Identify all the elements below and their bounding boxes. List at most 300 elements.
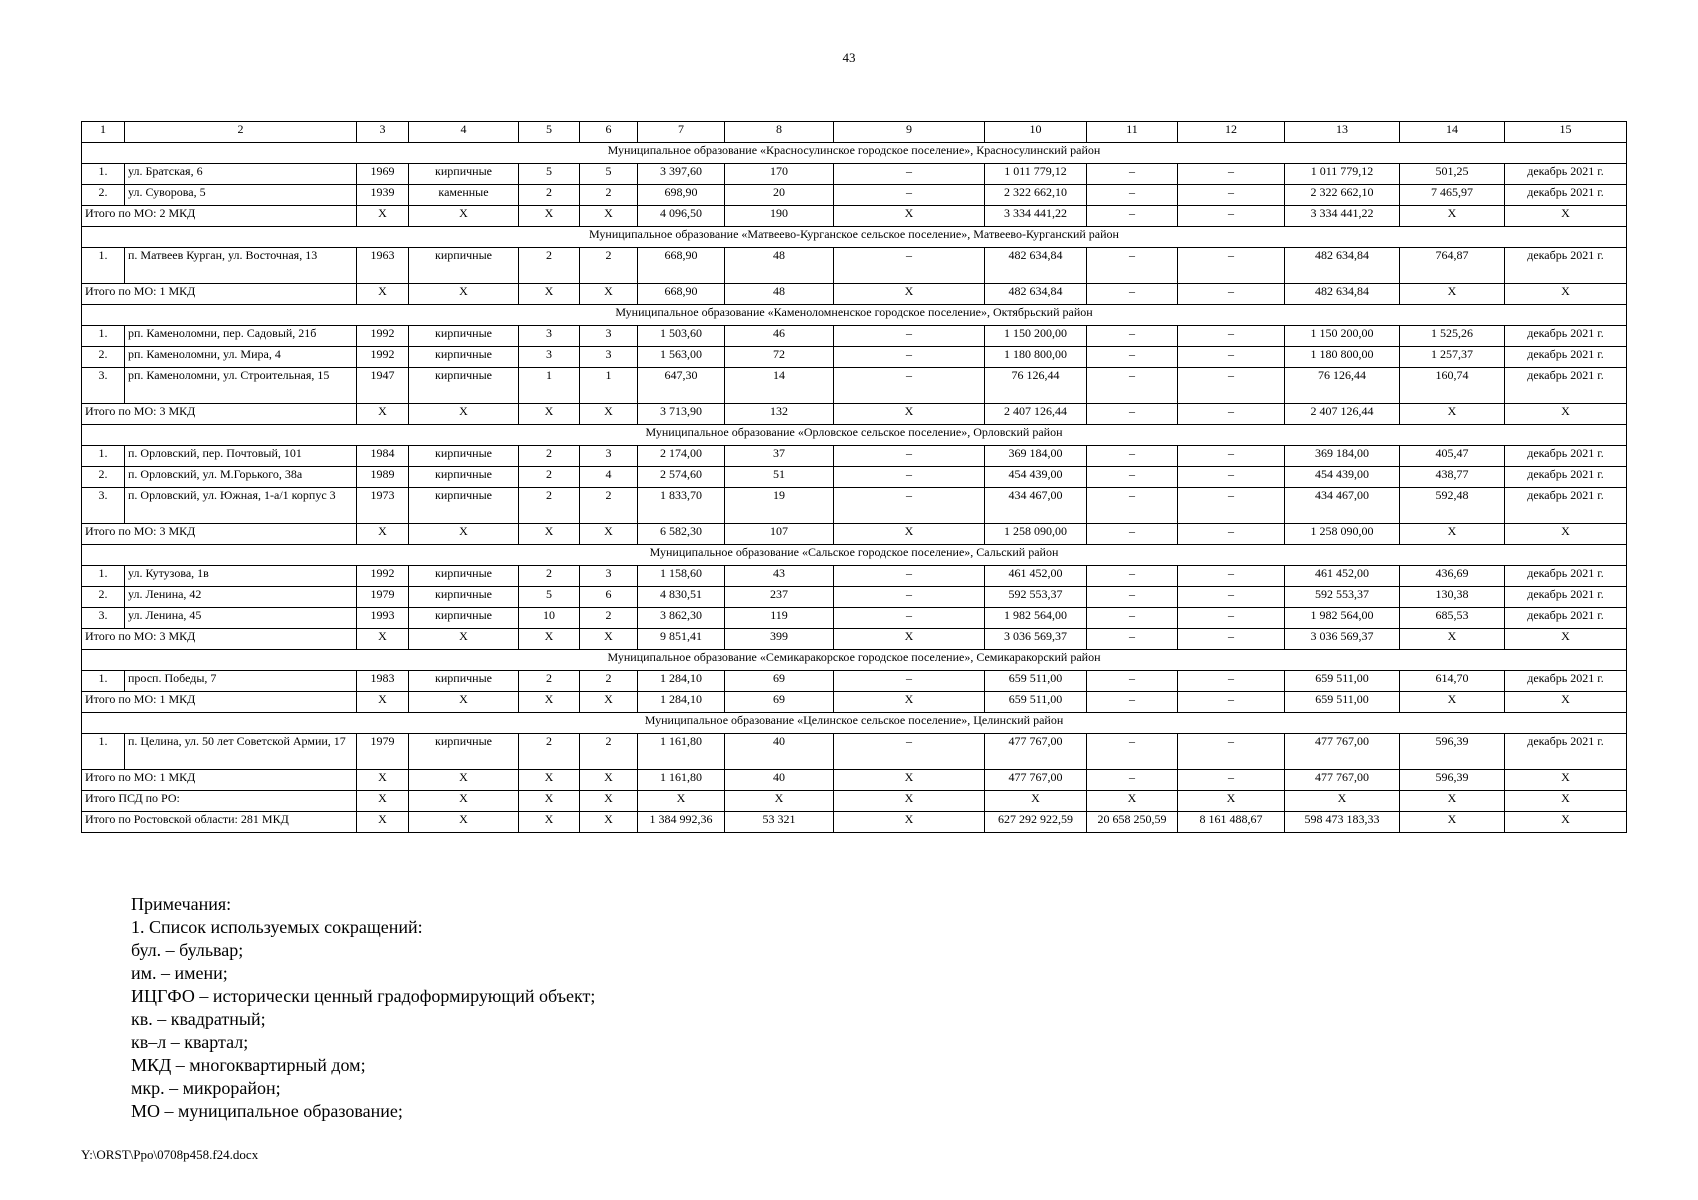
table-cell: – <box>1087 368 1178 404</box>
table-cell: 1. <box>82 164 125 185</box>
table-cell: – <box>1087 671 1178 692</box>
table-cell: 454 439,00 <box>1285 467 1400 488</box>
table-cell: 668,90 <box>638 248 725 284</box>
table-cell: 3 <box>580 347 638 368</box>
table-cell: 1992 <box>357 566 409 587</box>
municipality-title: Муниципальное образование «Орловское сельское поселение», Орловский район <box>82 425 1627 446</box>
table-cell: – <box>1178 164 1285 185</box>
table-cell: – <box>1178 671 1285 692</box>
section-header-row <box>82 143 1627 164</box>
table-cell: X <box>580 692 638 713</box>
table-cell: кирпичные <box>409 671 519 692</box>
table-cell: кирпичные <box>409 446 519 467</box>
column-number-header: 12 <box>1178 122 1285 143</box>
address-cell: п. Орловский, ул. Южная, 1-а/1 корпус 3 <box>125 488 357 524</box>
address-cell: ул. Ленина, 45 <box>125 608 357 629</box>
table-cell: X <box>834 524 985 545</box>
table-cell: X <box>580 524 638 545</box>
table-cell: X <box>357 206 409 227</box>
table-row <box>82 248 1627 284</box>
table-cell: – <box>1178 608 1285 629</box>
table-cell: – <box>1178 770 1285 791</box>
table-cell: 3 <box>580 326 638 347</box>
table-row <box>82 347 1627 368</box>
note-line: 1. Список используемых сокращений: <box>131 917 423 937</box>
table-cell: – <box>834 467 985 488</box>
table-cell: кирпичные <box>409 488 519 524</box>
note-line: бул. – бульвар; <box>131 940 244 960</box>
table-cell: 40 <box>725 770 834 791</box>
table-cell: – <box>1087 164 1178 185</box>
table-cell: – <box>1178 347 1285 368</box>
table-cell: – <box>1087 248 1178 284</box>
table-cell: 2 <box>519 734 580 770</box>
table-cell: – <box>834 446 985 467</box>
total-row <box>82 791 1627 812</box>
table-cell: – <box>1178 524 1285 545</box>
table-cell: 53 321 <box>725 812 834 833</box>
table-cell: – <box>1087 524 1178 545</box>
table-cell: 668,90 <box>638 284 725 305</box>
table-cell: 8 161 488,67 <box>1178 812 1285 833</box>
table-row <box>82 587 1627 608</box>
footer-file-path: Y:\ORST\Ppo\0708p458.f24.docx <box>81 1147 259 1162</box>
table-cell: X <box>409 692 519 713</box>
note-line: Примечания: <box>131 894 232 914</box>
address-cell: ул. Суворова, 5 <box>125 185 357 206</box>
municipality-title: Муниципальное образование «Матвеево-Курганское сельское поселение», Матвеево-Курганский район <box>82 227 1627 248</box>
section-header-row <box>82 305 1627 326</box>
table-cell: 19 <box>725 488 834 524</box>
table-cell: – <box>1178 284 1285 305</box>
table-cell: 7 465,97 <box>1400 185 1505 206</box>
table-cell: 501,25 <box>1400 164 1505 185</box>
table-cell: X <box>834 404 985 425</box>
address-cell: ул. Кутузова, 1в <box>125 566 357 587</box>
address-cell: ул. Ленина, 42 <box>125 587 357 608</box>
table-cell: X <box>834 284 985 305</box>
table-cell: 1 180 800,00 <box>1285 347 1400 368</box>
table-cell: кирпичные <box>409 326 519 347</box>
address-cell: п. Орловский, ул. М.Горького, 38а <box>125 467 357 488</box>
table-cell: X <box>1505 524 1627 545</box>
table-cell: X <box>519 692 580 713</box>
total-row <box>82 770 1627 791</box>
table-cell: каменные <box>409 185 519 206</box>
table-cell: – <box>1087 488 1178 524</box>
table-cell: 37 <box>725 446 834 467</box>
total-row <box>82 206 1627 227</box>
table-cell: – <box>1087 404 1178 425</box>
table-cell: 454 439,00 <box>985 467 1087 488</box>
table-cell: 659 511,00 <box>1285 692 1400 713</box>
table-cell: 107 <box>725 524 834 545</box>
section-header-row <box>82 227 1627 248</box>
table-cell: 477 767,00 <box>985 770 1087 791</box>
table-cell: 40 <box>725 734 834 770</box>
address-cell: п. Матвеев Курган, ул. Восточная, 13 <box>125 248 357 284</box>
table-cell: 6 <box>580 587 638 608</box>
table-cell: 2 <box>519 566 580 587</box>
table-row <box>82 488 1627 524</box>
table-cell: – <box>1178 446 1285 467</box>
table-cell: 3 <box>519 347 580 368</box>
table-cell: X <box>580 206 638 227</box>
table-cell: 647,30 <box>638 368 725 404</box>
table-cell: 2 407 126,44 <box>1285 404 1400 425</box>
table-cell: 2. <box>82 347 125 368</box>
table-cell: X <box>1400 524 1505 545</box>
table-cell: 3. <box>82 488 125 524</box>
table-cell: 5 <box>519 587 580 608</box>
table-cell: – <box>834 671 985 692</box>
table-row <box>82 446 1627 467</box>
table-cell: 1993 <box>357 608 409 629</box>
table-cell: декабрь 2021 г. <box>1505 467 1627 488</box>
column-number-header: 8 <box>725 122 834 143</box>
table-cell: 1 284,10 <box>638 671 725 692</box>
table-cell: 2 <box>580 608 638 629</box>
table-row <box>82 608 1627 629</box>
column-number-header: 10 <box>985 122 1087 143</box>
table-cell: X <box>1178 791 1285 812</box>
table-cell: 592 553,37 <box>1285 587 1400 608</box>
table-cell: 477 767,00 <box>985 734 1087 770</box>
table-cell: 596,39 <box>1400 734 1505 770</box>
table-cell: кирпичные <box>409 368 519 404</box>
table-cell: 659 511,00 <box>1285 671 1400 692</box>
table-cell: X <box>357 629 409 650</box>
table-cell: 76 126,44 <box>1285 368 1400 404</box>
total-label: Итого ПСД по РО: <box>82 791 357 812</box>
table-cell: – <box>1178 566 1285 587</box>
section-header-row <box>82 425 1627 446</box>
table-cell: – <box>1178 185 1285 206</box>
table-cell: декабрь 2021 г. <box>1505 566 1627 587</box>
table-cell: X <box>519 791 580 812</box>
table-cell: 698,90 <box>638 185 725 206</box>
table-cell: 1 384 992,36 <box>638 812 725 833</box>
table-cell: 69 <box>725 671 834 692</box>
table-cell: декабрь 2021 г. <box>1505 488 1627 524</box>
table-cell: X <box>519 284 580 305</box>
table-cell: 119 <box>725 608 834 629</box>
table-row <box>82 566 1627 587</box>
table-cell: X <box>357 404 409 425</box>
table-cell: 598 473 183,33 <box>1285 812 1400 833</box>
note-line: кв–л – квартал; <box>131 1032 249 1052</box>
total-row <box>82 284 1627 305</box>
table-cell: X <box>1087 791 1178 812</box>
column-number-header: 4 <box>409 122 519 143</box>
table-cell: X <box>357 770 409 791</box>
table-cell: 1 <box>519 368 580 404</box>
table-cell: – <box>1178 248 1285 284</box>
table-cell: – <box>1087 284 1178 305</box>
table-cell: 1 258 090,00 <box>985 524 1087 545</box>
table-row <box>82 671 1627 692</box>
table-cell: 3 <box>580 446 638 467</box>
table-cell: X <box>1400 812 1505 833</box>
table-cell: X <box>1505 629 1627 650</box>
table-cell: X <box>519 629 580 650</box>
table-cell: 1 150 200,00 <box>985 326 1087 347</box>
table-row <box>82 164 1627 185</box>
table-cell: 2 <box>519 488 580 524</box>
table-cell: 2 <box>580 734 638 770</box>
table-cell: – <box>834 248 985 284</box>
table-cell: X <box>834 791 985 812</box>
total-row <box>82 692 1627 713</box>
table-cell: 477 767,00 <box>1285 770 1400 791</box>
table-cell: 1. <box>82 671 125 692</box>
table-cell: 76 126,44 <box>985 368 1087 404</box>
municipality-title: Муниципальное образование «Целинское сельское поселение», Целинский район <box>82 713 1627 734</box>
total-row <box>82 812 1627 833</box>
table-cell: 3 036 569,37 <box>985 629 1087 650</box>
table-cell: X <box>834 692 985 713</box>
table-cell: 1984 <box>357 446 409 467</box>
address-cell: ул. Братская, 6 <box>125 164 357 185</box>
address-cell: рп. Каменоломни, ул. Мира, 4 <box>125 347 357 368</box>
table-cell: – <box>1178 629 1285 650</box>
table-cell: 461 452,00 <box>985 566 1087 587</box>
table-cell: 130,38 <box>1400 587 1505 608</box>
table-cell: 1. <box>82 566 125 587</box>
address-cell: п. Орловский, пер. Почтовый, 101 <box>125 446 357 467</box>
table-cell: – <box>1178 488 1285 524</box>
table-cell: X <box>580 629 638 650</box>
table-cell: 69 <box>725 692 834 713</box>
table-cell: 2. <box>82 185 125 206</box>
table-cell: X <box>519 524 580 545</box>
total-label: Итого по МО: 2 МКД <box>82 206 357 227</box>
table-cell: 2. <box>82 587 125 608</box>
section-header-row <box>82 650 1627 671</box>
table-cell: – <box>1178 734 1285 770</box>
table-cell: X <box>1505 284 1627 305</box>
table-cell: декабрь 2021 г. <box>1505 347 1627 368</box>
table-cell: X <box>1505 692 1627 713</box>
table-cell: 6 582,30 <box>638 524 725 545</box>
municipality-title: Муниципальное образование «Семикаракорское городское поселение», Семикаракорский район <box>82 650 1627 671</box>
table-cell: X <box>1400 206 1505 227</box>
table-cell: 2 322 662,10 <box>985 185 1087 206</box>
note-line: мкр. – микрорайон; <box>131 1078 281 1098</box>
table-cell: 2. <box>82 467 125 488</box>
table-cell: 1983 <box>357 671 409 692</box>
table-cell: 1969 <box>357 164 409 185</box>
table-cell: 596,39 <box>1400 770 1505 791</box>
table-cell: X <box>1400 404 1505 425</box>
table-cell: – <box>834 608 985 629</box>
table-cell: 1939 <box>357 185 409 206</box>
housing-repair-table <box>81 121 1627 833</box>
total-row <box>82 629 1627 650</box>
table-cell: – <box>1087 347 1178 368</box>
table-cell: кирпичные <box>409 467 519 488</box>
table-cell: – <box>834 368 985 404</box>
column-number-header: 11 <box>1087 122 1178 143</box>
table-cell: – <box>1087 446 1178 467</box>
table-cell: X <box>834 629 985 650</box>
table-cell: декабрь 2021 г. <box>1505 164 1627 185</box>
table-cell: 51 <box>725 467 834 488</box>
table-cell: 3. <box>82 368 125 404</box>
table-cell: 2 <box>580 185 638 206</box>
table-cell: 3 334 441,22 <box>985 206 1087 227</box>
table-cell: – <box>834 734 985 770</box>
page-number: 43 <box>842 50 856 65</box>
table-cell: 482 634,84 <box>985 284 1087 305</box>
table-cell: X <box>1505 404 1627 425</box>
table-cell: X <box>580 770 638 791</box>
table-cell: X <box>1505 791 1627 812</box>
table-cell: 482 634,84 <box>1285 248 1400 284</box>
table-cell: 399 <box>725 629 834 650</box>
table-cell: – <box>1178 467 1285 488</box>
table-cell: 1. <box>82 734 125 770</box>
table-cell: 132 <box>725 404 834 425</box>
table-cell: 1992 <box>357 326 409 347</box>
table-cell: 190 <box>725 206 834 227</box>
table-cell: 1 150 200,00 <box>1285 326 1400 347</box>
total-label: Итого по Ростовской области: 281 МКД <box>82 812 357 833</box>
table-cell: – <box>1087 206 1178 227</box>
table-cell: 160,74 <box>1400 368 1505 404</box>
address-cell: просп. Победы, 7 <box>125 671 357 692</box>
table-cell: 10 <box>519 608 580 629</box>
table-cell: 14 <box>725 368 834 404</box>
table-cell: 1 161,80 <box>638 734 725 770</box>
table-cell: кирпичные <box>409 734 519 770</box>
table-cell: 72 <box>725 347 834 368</box>
total-label: Итого по МО: 1 МКД <box>82 284 357 305</box>
table-cell: 2 <box>519 446 580 467</box>
table-cell: 2 <box>519 185 580 206</box>
table-cell: 1 982 564,00 <box>985 608 1087 629</box>
table-cell: X <box>834 770 985 791</box>
table-cell: 4 830,51 <box>638 587 725 608</box>
column-number-header: 1 <box>82 122 125 143</box>
table-cell: – <box>834 326 985 347</box>
column-number-header: 6 <box>580 122 638 143</box>
table-cell: – <box>1087 587 1178 608</box>
table-cell: 1. <box>82 326 125 347</box>
total-label: Итого по МО: 3 МКД <box>82 629 357 650</box>
table-cell: декабрь 2021 г. <box>1505 326 1627 347</box>
table-cell: X <box>519 770 580 791</box>
total-row <box>82 524 1627 545</box>
table-cell: 1 158,60 <box>638 566 725 587</box>
table-cell: X <box>834 206 985 227</box>
table-cell: X <box>1400 692 1505 713</box>
table-cell: 3 334 441,22 <box>1285 206 1400 227</box>
table-cell: декабрь 2021 г. <box>1505 734 1627 770</box>
total-label: Итого по МО: 1 МКД <box>82 692 357 713</box>
table-cell: 405,47 <box>1400 446 1505 467</box>
table-cell: X <box>357 284 409 305</box>
table-cell: 9 851,41 <box>638 629 725 650</box>
table-cell: 1 503,60 <box>638 326 725 347</box>
column-number-header: 2 <box>125 122 357 143</box>
table-cell: X <box>409 812 519 833</box>
table-cell: 1992 <box>357 347 409 368</box>
table-cell: 2 <box>580 248 638 284</box>
table-cell: X <box>580 812 638 833</box>
table-cell: 461 452,00 <box>1285 566 1400 587</box>
table-cell: – <box>834 566 985 587</box>
table-cell: 1 161,80 <box>638 770 725 791</box>
table-cell: 2 407 126,44 <box>985 404 1087 425</box>
table-cell: X <box>409 404 519 425</box>
table-cell: 2 574,60 <box>638 467 725 488</box>
table-cell: 237 <box>725 587 834 608</box>
column-number-header: 7 <box>638 122 725 143</box>
table-cell: 592,48 <box>1400 488 1505 524</box>
section-header-row <box>82 545 1627 566</box>
table-cell: – <box>834 185 985 206</box>
table-cell: 369 184,00 <box>985 446 1087 467</box>
table-cell: декабрь 2021 г. <box>1505 185 1627 206</box>
table-cell: X <box>985 791 1087 812</box>
table-cell: X <box>1505 206 1627 227</box>
table-cell: X <box>580 284 638 305</box>
table-cell: 48 <box>725 284 834 305</box>
note-line: ИЦГФО – исторически ценный градоформирующий объект; <box>131 986 596 1006</box>
table-cell: 20 658 250,59 <box>1087 812 1178 833</box>
table-cell: кирпичные <box>409 566 519 587</box>
table-cell: – <box>1087 326 1178 347</box>
table-cell: 5 <box>519 164 580 185</box>
table-cell: – <box>834 347 985 368</box>
table-cell: 1 284,10 <box>638 692 725 713</box>
table-cell: кирпичные <box>409 608 519 629</box>
table-cell: X <box>519 404 580 425</box>
table-cell: 659 511,00 <box>985 671 1087 692</box>
table-cell: 1973 <box>357 488 409 524</box>
table-cell: 1 563,00 <box>638 347 725 368</box>
table-cell: 482 634,84 <box>985 248 1087 284</box>
table-cell: 48 <box>725 248 834 284</box>
table-cell: – <box>1087 467 1178 488</box>
table-cell: 3 <box>519 326 580 347</box>
table-cell: – <box>1087 608 1178 629</box>
column-number-header: 5 <box>519 122 580 143</box>
table-row <box>82 368 1627 404</box>
table-cell: X <box>357 524 409 545</box>
table-cell: – <box>1087 566 1178 587</box>
address-cell: рп. Каменоломни, пер. Садовый, 21б <box>125 326 357 347</box>
table-cell: 1979 <box>357 587 409 608</box>
municipality-title: Муниципальное образование «Красносулинское городское поселение», Красносулинский район <box>82 143 1627 164</box>
table-cell: 46 <box>725 326 834 347</box>
table-cell: X <box>409 284 519 305</box>
table-cell: 4 <box>580 467 638 488</box>
note-line: кв. – квадратный; <box>131 1009 266 1029</box>
table-row <box>82 467 1627 488</box>
table-cell: 1947 <box>357 368 409 404</box>
municipality-title: Муниципальное образование «Каменоломненское городское поселение», Октябрьский район <box>82 305 1627 326</box>
table-cell: 2 <box>519 248 580 284</box>
table-cell: X <box>409 770 519 791</box>
table-cell: кирпичные <box>409 248 519 284</box>
table-cell: – <box>1087 629 1178 650</box>
table-cell: X <box>409 629 519 650</box>
table-cell: декабрь 2021 г. <box>1505 671 1627 692</box>
table-cell: 592 553,37 <box>985 587 1087 608</box>
table-cell: 1 180 800,00 <box>985 347 1087 368</box>
